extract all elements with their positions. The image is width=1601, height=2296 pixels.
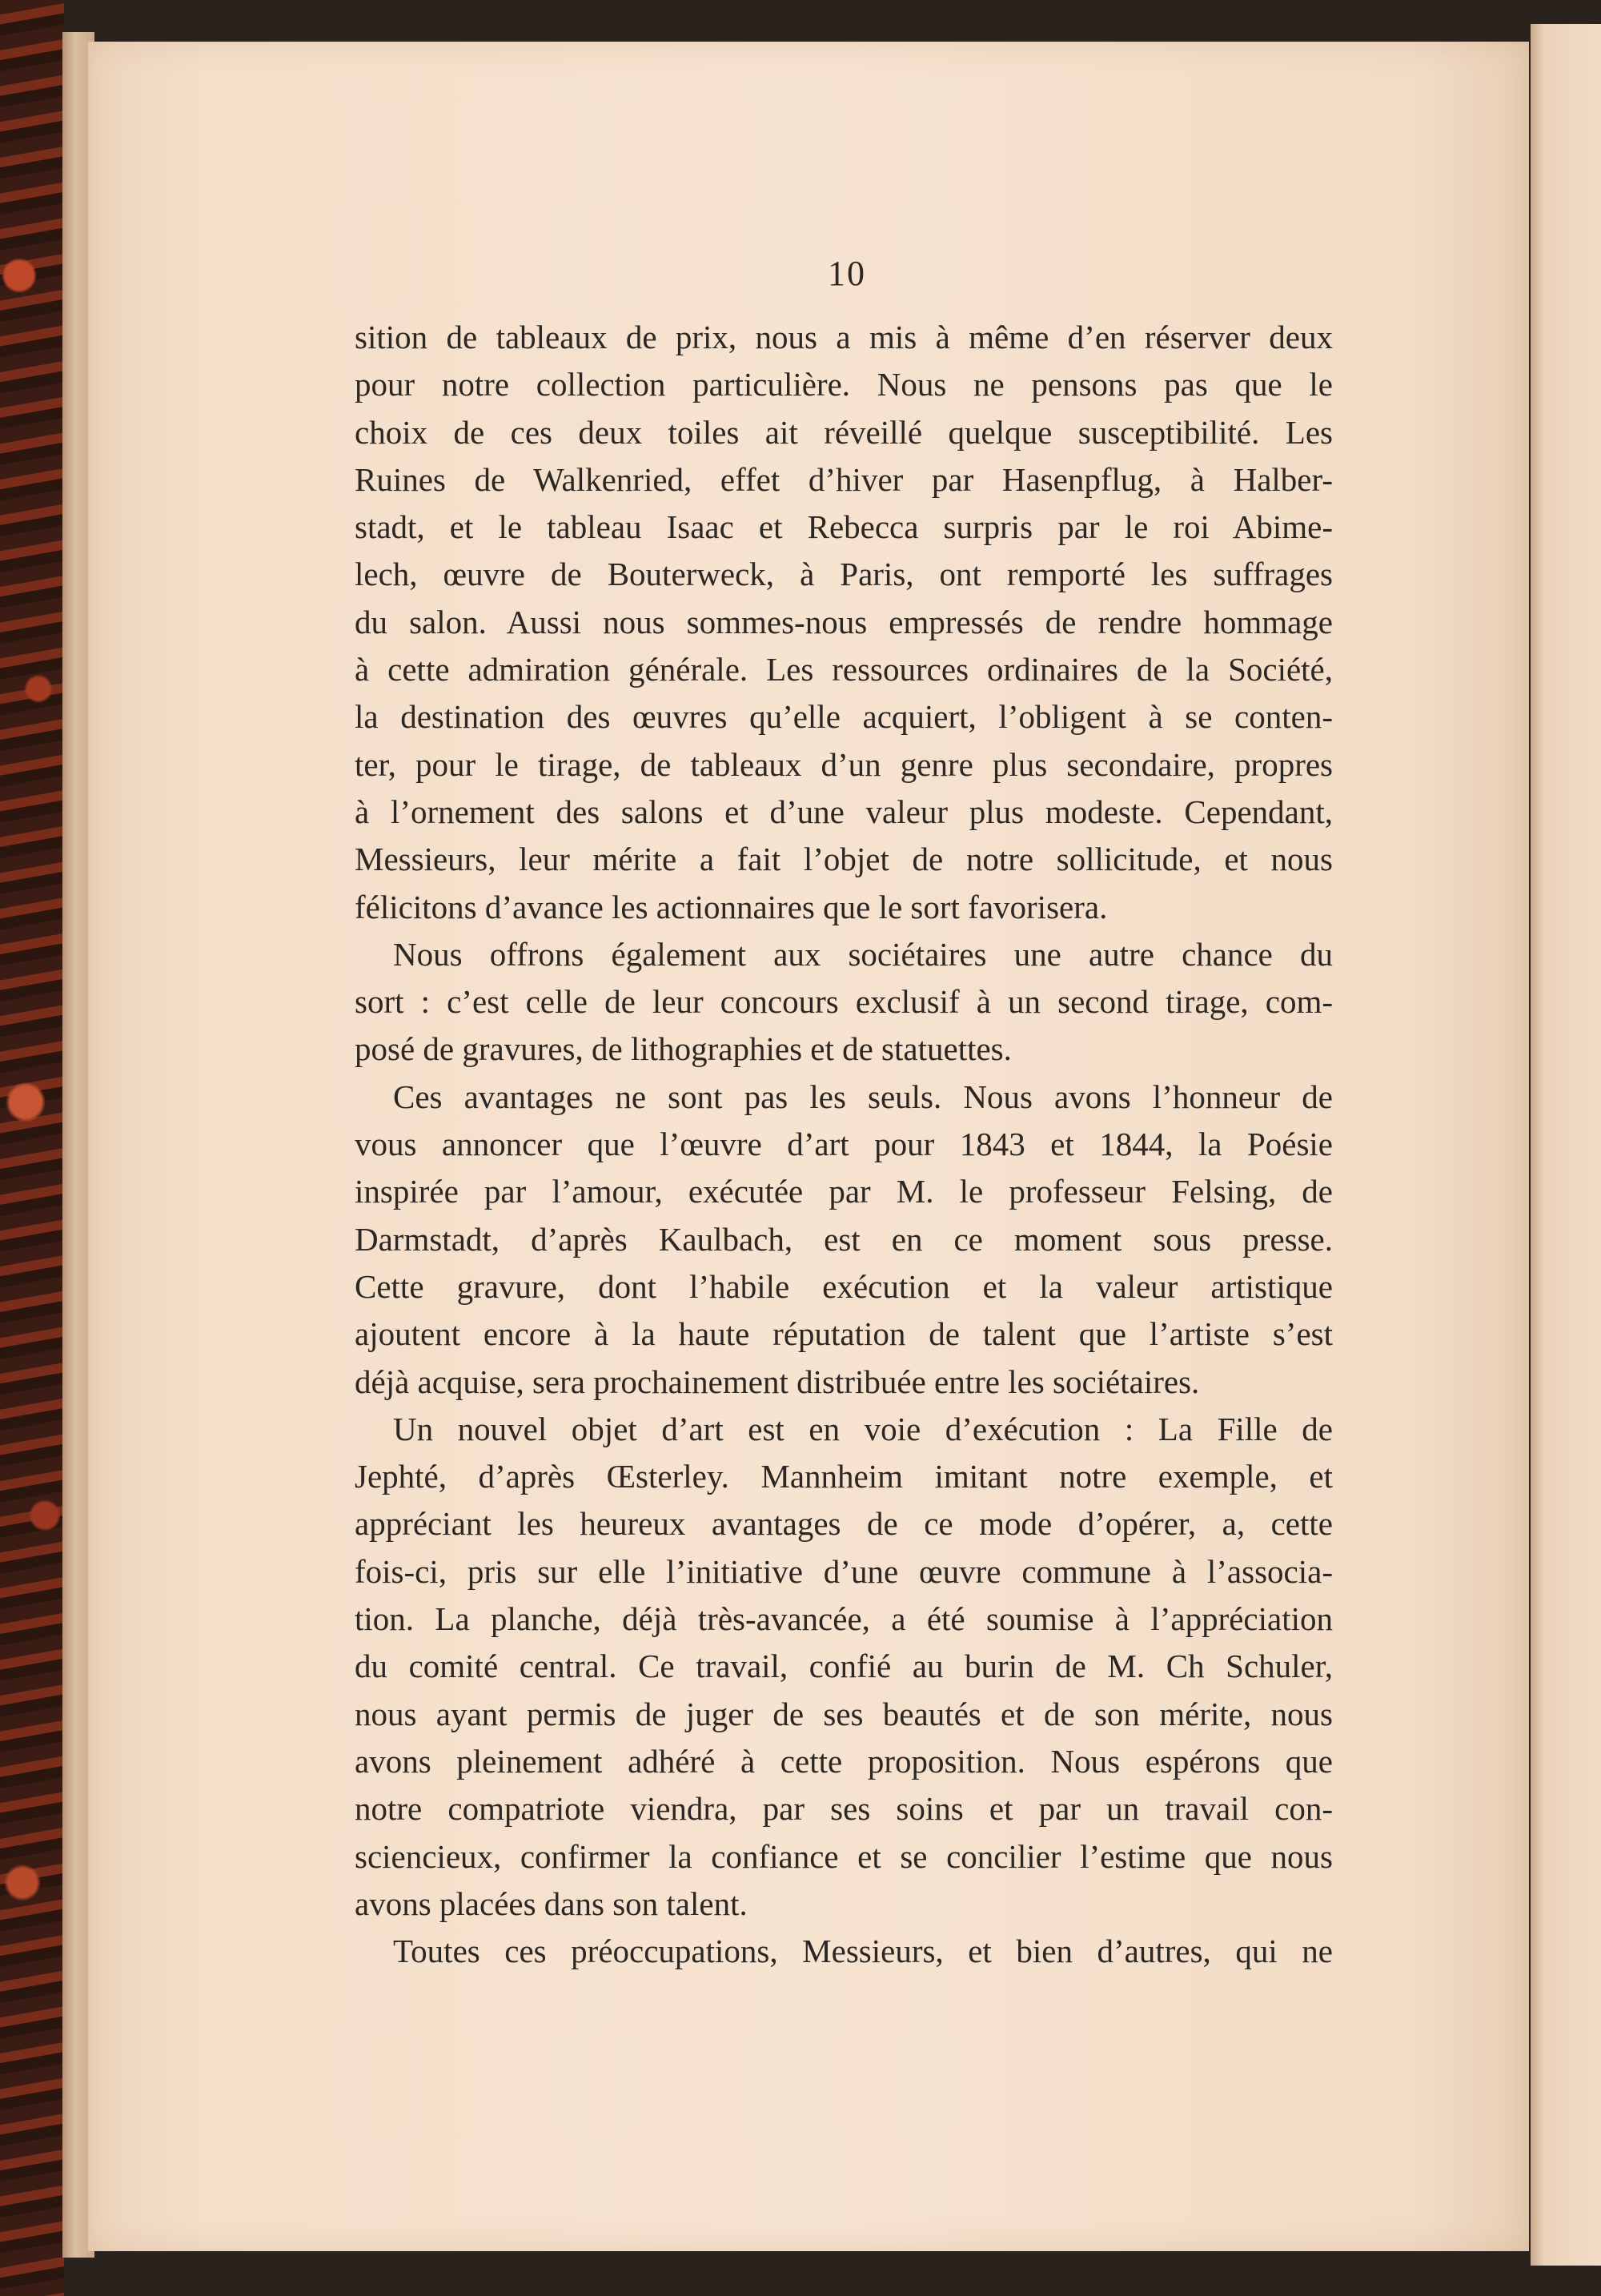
- text-line: lech, œuvre de Bouterweck, à Paris, ont remporté les suffrages: [355, 556, 1333, 593]
- text-line: sition de tableaux de prix, nous a mis à même d’en réserver deux: [355, 319, 1333, 355]
- text-line: inspirée par l’amour, exécutée par M. le professeur Felsing, de: [355, 1173, 1333, 1210]
- text-line: Toutes ces préoccupations, Messieurs, et bien d’autres, qui ne: [393, 1933, 1333, 1970]
- text-line: pour notre collection particulière. Nous ne pensons pas que le: [355, 366, 1333, 403]
- text-line: Jephté, d’après Œsterley. Mannheim imitant notre exemple, et: [355, 1458, 1333, 1495]
- text-line: Darmstadt, d’après Kaulbach, est en ce moment sous presse.: [355, 1220, 1333, 1258]
- text-line: à cette admiration générale. Les ressources ordinaires de la Société,: [355, 651, 1333, 688]
- text-line: tion. La planche, déjà très-avancée, a été soumise à l’appréciation: [355, 1600, 1333, 1638]
- text-line: fois-ci, pris sur elle l’initiative d’une œuvre commune à l’associa-: [355, 1552, 1333, 1590]
- marbled-cover: [0, 0, 64, 2296]
- text-line: notre compatriote viendra, par ses soins et par un travail con-: [355, 1790, 1333, 1828]
- text-line: Nous offrons également aux sociétaires une autre chance du: [393, 935, 1333, 973]
- text-line: déjà acquise, sera prochainement distribuée entre les sociétaires.: [355, 1363, 1200, 1400]
- text-line: Ruines de Walkenried, effet d’hiver par Hasenpflug, à Halber-: [355, 460, 1333, 498]
- text-line: sort : c’est celle de leur concours exclusif à un second tirage, com-: [355, 983, 1333, 1021]
- text-line: avons pleinement adhéré à cette proposition. Nous espérons que: [355, 1742, 1333, 1780]
- text-line: stadt, et le tableau Isaac et Rebecca surpris par le roi Abime-: [355, 508, 1333, 546]
- text-line: Un nouvel objet d’art est en voie d’exécution : La Fille de: [393, 1410, 1333, 1447]
- text-line: du salon. Aussi nous sommes-nous empressés de rendre hommage: [355, 603, 1333, 640]
- text-line: ter, pour le tirage, de tableaux d’un genre plus secondaire, propres: [355, 745, 1333, 783]
- text-line: ajoutent encore à la haute réputation de talent que l’artiste s’est: [355, 1315, 1333, 1353]
- text-line: avons placées dans son talent.: [355, 1885, 748, 1922]
- text-line: félicitons d’avance les actionnaires que le sort favorisera.: [355, 888, 1108, 925]
- text-line: Messieurs, leur mérite a fait l’objet de notre sollicitude, et nous: [355, 841, 1333, 878]
- text-line: du comité central. Ce travail, confié au burin de M. Ch Schuler,: [355, 1648, 1333, 1685]
- text-line: à l’ornement des salons et d’une valeur plus modeste. Cependant,: [355, 793, 1333, 830]
- text-line: Ces avantages ne sont pas les seuls. Nous avons l’honneur de: [393, 1078, 1333, 1115]
- text-line: choix de ces deux toiles ait réveillé quelque susceptibilité. Les: [355, 413, 1333, 451]
- text-line: appréciant les heureux avantages de ce mode d’opérer, a, cette: [355, 1505, 1333, 1543]
- text-line: nous ayant permis de juger de ses beautés et de son mérite, nous: [355, 1695, 1333, 1732]
- facing-page-edge: [1531, 24, 1601, 2266]
- page-number: 10: [828, 254, 866, 293]
- text-line: la destination des œuvres qu’elle acquiert, l’obligent à se conten-: [355, 698, 1333, 736]
- text-line: posé de gravures, de lithographies et de statuettes.: [355, 1030, 1012, 1068]
- text-line: vous annoncer que l’œuvre d’art pour 1843 et 1844, la Poésie: [355, 1126, 1333, 1163]
- body-text: [355, 314, 1333, 1975]
- text-line: sciencieux, confirmer la confiance et se concilier l’estime que nous: [355, 1837, 1333, 1875]
- text-line: Cette gravure, dont l’habile exécution et la valeur artistique: [355, 1267, 1333, 1305]
